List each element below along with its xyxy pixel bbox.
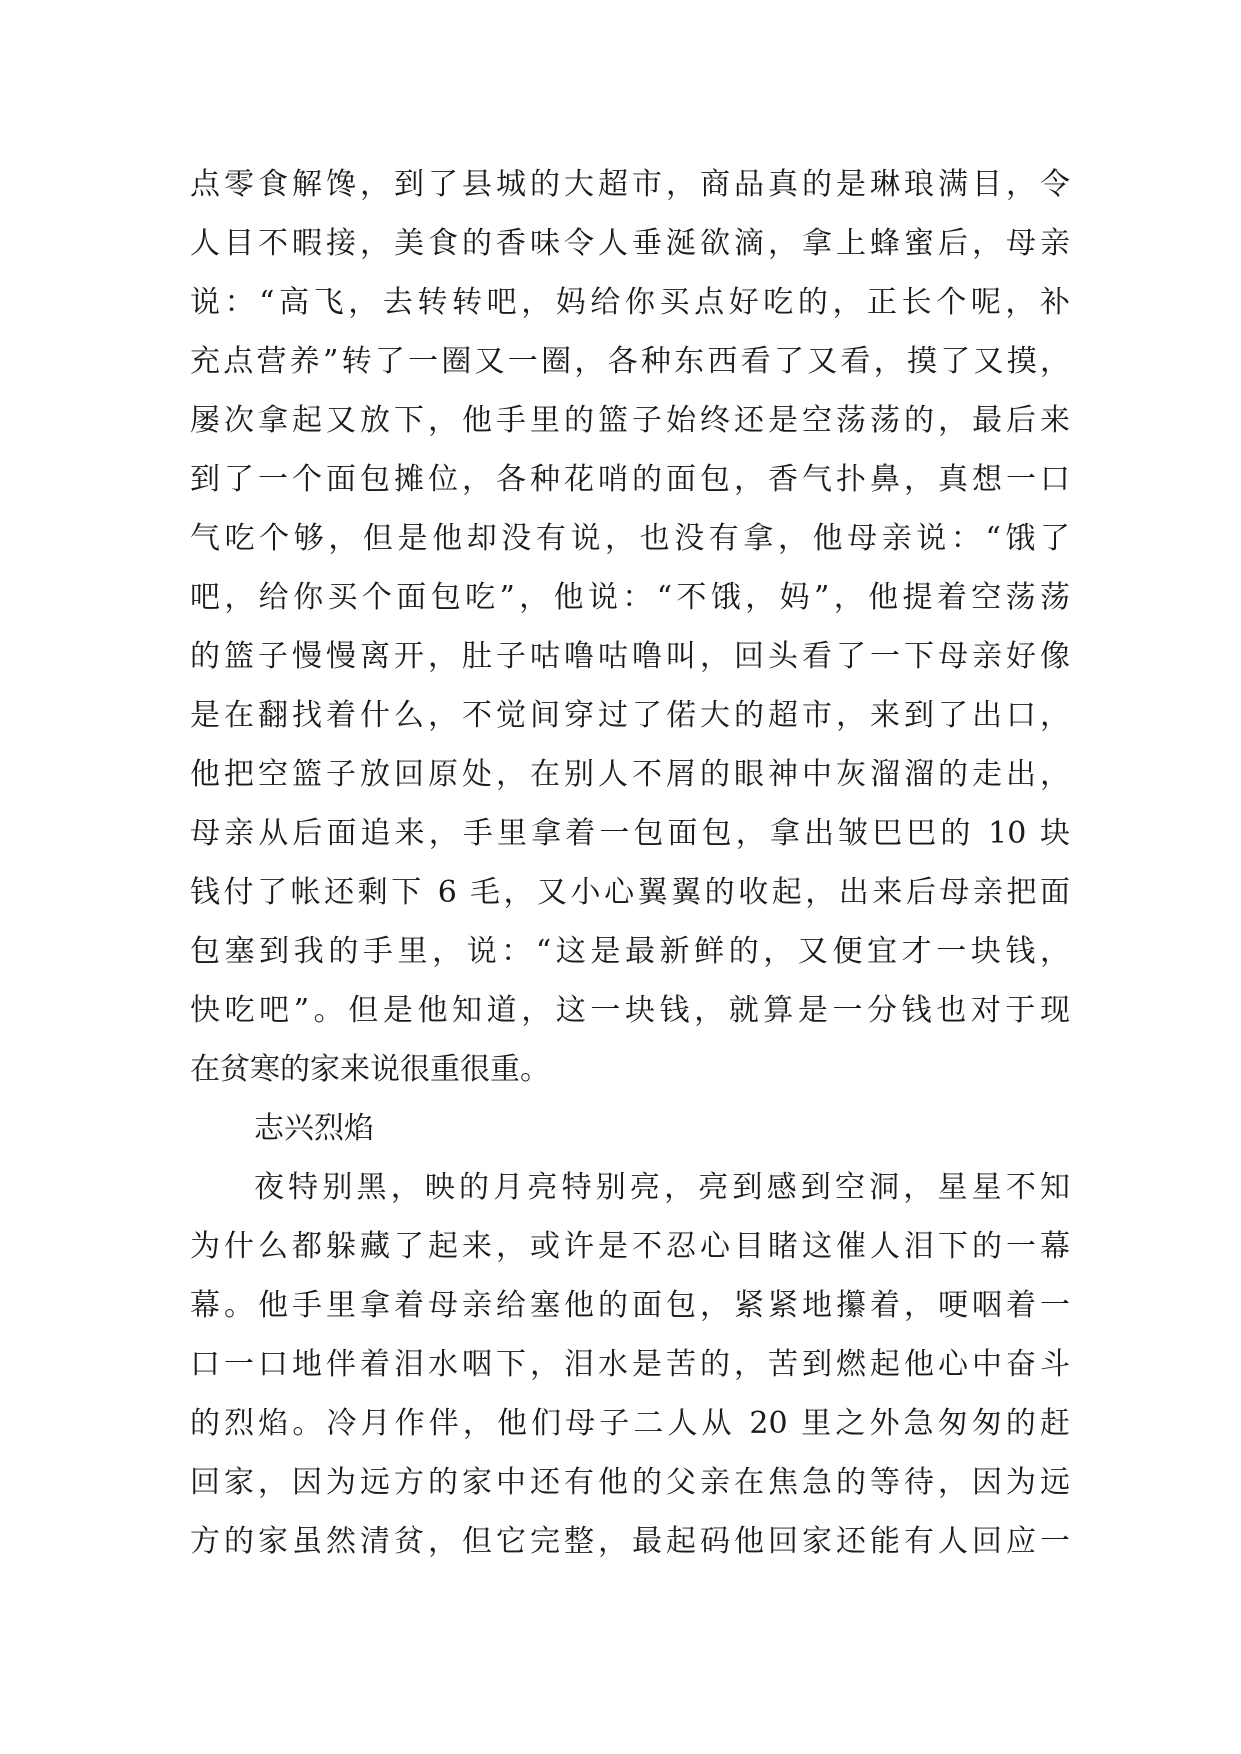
text-line: 是在翻找着什么，不觉间穿过了偌大的超市，来到了出口， xyxy=(190,698,1070,733)
text-line: 点零食解馋，到了县城的大超市，商品真的是琳琅满目，令 xyxy=(190,167,1070,202)
text-line: 人目不暇接，美食的香味令人垂涎欲滴，拿上蜂蜜后，母亲 xyxy=(190,226,1070,261)
paragraph-2 xyxy=(190,1158,1070,1571)
section-heading-text: 志兴烈焰 xyxy=(254,1111,374,1146)
paragraph-1 xyxy=(190,155,1070,1099)
text-line: 屡次拿起又放下，他手里的篮子始终还是空荡荡的，最后来 xyxy=(190,403,1070,438)
text-line: 幕。他手里拿着母亲给塞他的面包，紧紧地攥着，哽咽着一 xyxy=(190,1288,1070,1323)
text-line: 口一口地伴着泪水咽下，泪水是苦的，苦到燃起他心中奋斗 xyxy=(190,1347,1070,1382)
text-line: 充点营养”转了一圈又一圈，各种东西看了又看，摸了又摸， xyxy=(190,344,1070,379)
text-line: 方的家虽然清贫，但它完整，最起码他回家还能有人回应一 xyxy=(190,1524,1070,1559)
text-line: 在贫寒的家来说很重很重。 xyxy=(190,1052,550,1087)
section-heading xyxy=(190,1099,1070,1158)
text-line: 为什么都躲藏了起来，或许是不忍心目睹这催人泪下的一幕 xyxy=(190,1229,1070,1264)
text-line: 吧，给你买个面包吃”，他说：“不饿，妈”，他提着空荡荡 xyxy=(190,580,1070,615)
text-line: 他把空篮子放回原处，在别人不屑的眼神中灰溜溜的走出， xyxy=(190,757,1070,792)
text-line: 包塞到我的手里，说：“这是最新鲜的，又便宜才一块钱， xyxy=(190,934,1070,969)
text-line: 钱付了帐还剩下 6 毛，又小心翼翼的收起，出来后母亲把面 xyxy=(190,875,1070,910)
text-line: 气吃个够，但是他却没有说，也没有拿，他母亲说：“饿了 xyxy=(190,521,1070,556)
text-line: 母亲从后面追来，手里拿着一包面包，拿出皱巴巴的 10 块 xyxy=(190,816,1070,851)
text-line: 到了一个面包摊位，各种花哨的面包，香气扑鼻，真想一口 xyxy=(190,462,1070,497)
text-line: 快吃吧”。但是他知道，这一块钱，就算是一分钱也对于现 xyxy=(190,993,1070,1028)
text-line: 夜特别黑，映的月亮特别亮，亮到感到空洞，星星不知 xyxy=(254,1170,1070,1205)
text-line: 回家，因为远方的家中还有他的父亲在焦急的等待，因为远 xyxy=(190,1465,1070,1500)
text-line: 的烈焰。冷月作伴，他们母子二人从 20 里之外急匆匆的赶 xyxy=(190,1406,1070,1441)
text-line: 说：“高飞，去转转吧，妈给你买点好吃的，正长个呢，补 xyxy=(190,285,1070,320)
document-body xyxy=(190,155,1070,1571)
text-line: 的篮子慢慢离开，肚子咕噜咕噜叫，回头看了一下母亲好像 xyxy=(190,639,1070,674)
